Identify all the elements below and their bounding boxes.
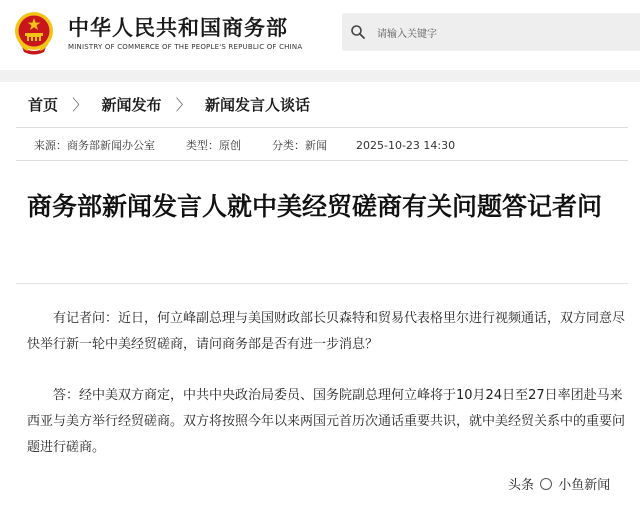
- article-title: 商务部新闻发言人就中美经贸磋商有关问题答记者问: [27, 192, 603, 221]
- watermark: [508, 474, 610, 493]
- article-paragraph: 有记者问：近日，何立峰副总理与美国财政部长贝森特和贸易代表格里尔进行视频通话，双方同意尽快举行新一轮中美经贸磋商，请问商务部是否有进一步消息？: [27, 311, 626, 352]
- national-emblem-icon[interactable]: [10, 9, 58, 57]
- user-icon: [540, 478, 552, 490]
- site-subtitle: MINISTRY OF COMMERCE OF THE PEOPLE'S REPUBLIC OF CHINA: [68, 43, 303, 51]
- meta-type: 类型：原创: [186, 139, 241, 152]
- watermark-platform: 头条: [508, 478, 535, 493]
- meta-datetime: 2025-10-23 14:30: [356, 139, 456, 152]
- breadcrumb-home[interactable]: 首页: [28, 96, 59, 114]
- watermark-author: 小鱼新闻: [558, 478, 611, 493]
- meta-source: 来源：商务部新闻办公室: [34, 139, 155, 152]
- site-title[interactable]: 中华人民共和国商务部: [68, 16, 288, 40]
- site-header: [0, 0, 640, 70]
- article-meta: [34, 137, 455, 153]
- breadcrumb-news-release[interactable]: 新闻发布: [101, 96, 162, 114]
- divider: [16, 160, 628, 161]
- meta-category: 分类：新闻: [272, 139, 327, 152]
- breadcrumb-separator: 〉: [175, 96, 191, 114]
- divider: [16, 127, 628, 128]
- divider: [16, 283, 628, 284]
- breadcrumb-separator: 〉: [72, 96, 88, 114]
- search-box[interactable]: [342, 13, 640, 51]
- search-input[interactable]: 请输入关键字: [377, 29, 437, 40]
- search-icon[interactable]: [350, 24, 366, 40]
- breadcrumb-spokesperson[interactable]: 新闻发言人谈话: [205, 96, 311, 114]
- breadcrumb: [28, 94, 310, 115]
- article-paragraph: 答：经中美双方商定，中共中央政治局委员、国务院副总理何立峰将于10月24日至27日率团赴马来西亚与美方举行经贸磋商。双方将按照今年以来两国元首历次通话重要共识，就中美经贸关系中的重要问题进行磋商。: [27, 388, 626, 455]
- header-divider-bar: [0, 70, 640, 82]
